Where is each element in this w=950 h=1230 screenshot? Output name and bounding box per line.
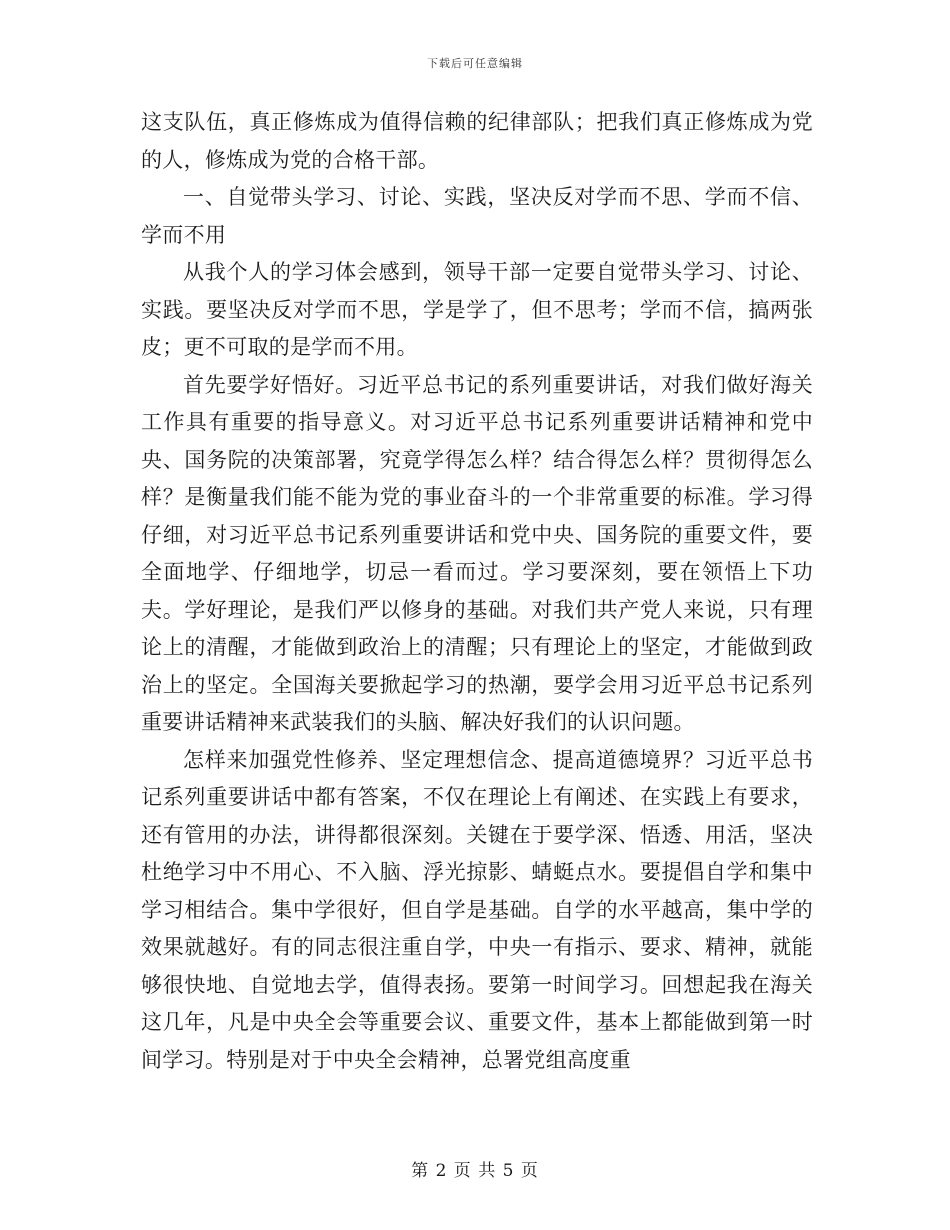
paragraph: 首先要学好悟好。习近平总书记的系列重要讲话，对我们做好海关工作具有重要的指导意义。对习近平总书记系列重要讲话精神和党中央、国务院的决策部署，究竟学得怎么样？结合得怎么样？贯彻得怎么样？是衡量我们能不能为党的事业奋斗的一个非常重要的标准。学习得仔细，对习近平总书记系列重要讲话和党中央、国务院的重要文件，要全面地学、仔细地学，切忌一看而过。学习要深刻，要在领悟上下功夫。学好理论，是我们严以修身的基础。对我们共产党人来说，只有理论上的清醒，才能做到政治上的清醒；只有理论上的坚定，才能做到政治上的坚定。全国海关要掀起学习的热潮，要学会用习近平总书记系列重要讲话精神来武装我们的头脑、解决好我们的认识问题。 [141, 372, 813, 734]
page-number: 第 2 页 共 5 页 [411, 1161, 539, 1181]
section-heading: 一、自觉带头学习、讨论、实践，坚决反对学而不思、学而不信、学而不用 [141, 185, 813, 247]
document-body [141, 104, 813, 1079]
page-header-note: 下载后可任意编辑 [427, 57, 523, 70]
paragraph-continuation: 这支队伍，真正修炼成为值得信赖的纪律部队；把我们真正修炼成为党的人，修炼成为党的合格干部。 [141, 110, 813, 172]
paragraph: 怎样来加强党性修养、坚定理想信念、提高道德境界？习近平总书记系列重要讲话中都有答案，不仅在理论上有阐述、在实践上有要求，还有管用的办法，讲得都很深刻。关键在于要学深、悟透、用活，坚决杜绝学习中不用心、不入脑、浮光掠影、蜻蜓点水。要提倡自学和集中学习相结合。集中学很好，但自学是基础。自学的水平越高，集中学的效果就越好。有的同志很注重自学，中央一有指示、要求、精神，就能够很快地、自觉地去学，值得表扬。要第一时间学习。回想起我在海关这几年，凡是中央全会等重要会议、重要文件，基本上都能做到第一时间学习。特别是对于中央全会精神，总署党组高度重 [141, 747, 813, 1072]
paragraph: 从我个人的学习体会感到，领导干部一定要自觉带头学习、讨论、实践。要坚决反对学而不思，学是学了，但不思考；学而不信，搞两张皮；更不可取的是学而不用。 [141, 260, 813, 359]
